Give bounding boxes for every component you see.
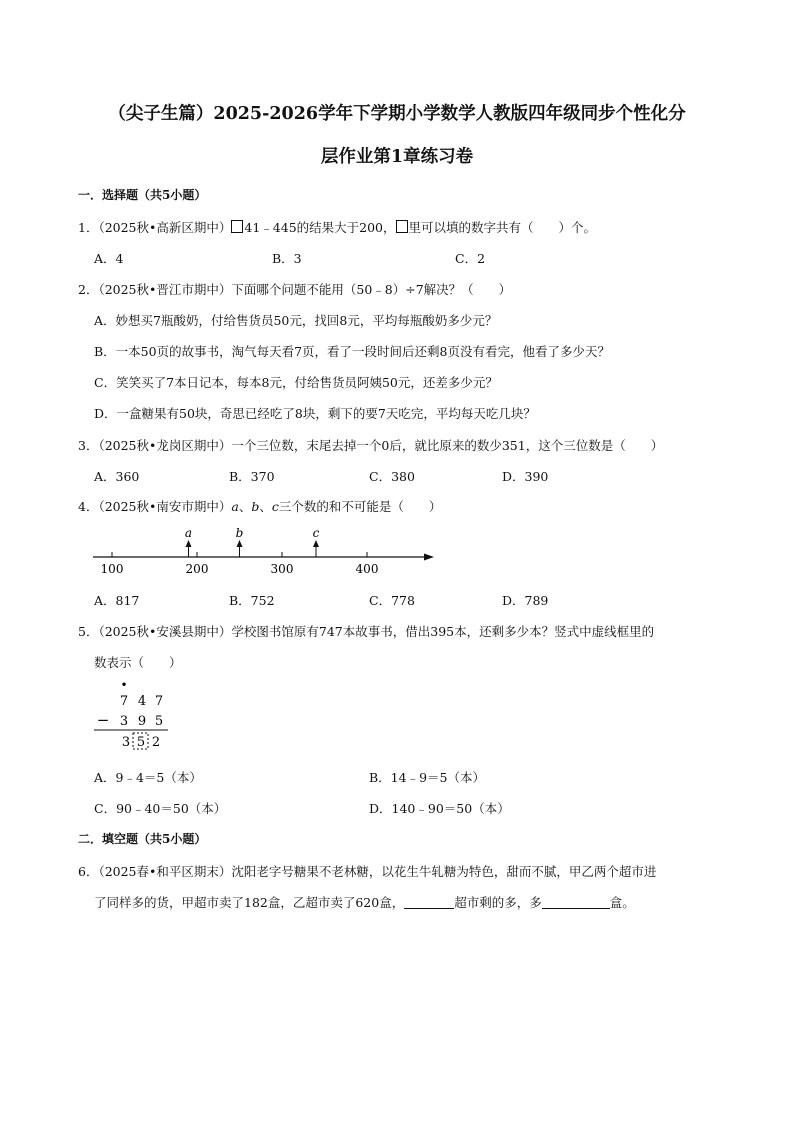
q2-option-d[interactable]: D．一盒糖果有50块，奇思已经吃了8块，剩下的要7天吃完，平均每天吃几块？ [94,406,536,421]
arrow-right-icon [424,554,434,561]
q3-option-d[interactable]: D．390 [502,469,549,484]
digit: 7 [154,694,164,709]
question-6-text-3: 盒。 [609,895,635,910]
question-1-stem [78,218,596,236]
tick-label: 100 [100,562,124,576]
q5-option-c[interactable]: C．90﹣40＝50（本） [94,801,227,816]
arrow-up-icon [237,540,243,547]
separator: 、 [259,499,272,514]
blank-box-icon [231,220,243,233]
q3-option-c[interactable]: C．380 [369,469,415,484]
marker-label: a [184,526,193,540]
q5-option-a[interactable]: A．9﹣4＝5（本） [94,770,202,785]
question-4-source: 4．（2025秋•南安市期中） [78,499,232,514]
var-a: a [231,499,239,514]
question-5-stem-line1: 5．（2025秋•安溪县期中）学校图书馆原有747本故事书，借出395本，还剩多少本？竖式中虚线框里的 [78,624,655,639]
var-c: c [271,499,279,514]
digit: 3 [121,735,131,750]
question-1-text: 41﹣445的结果大于200， [244,220,396,235]
q1-option-a[interactable]: A．4 [94,251,124,266]
digit: 3 [119,714,129,729]
tick-label: 200 [185,562,209,576]
q3-option-a[interactable]: A．360 [94,469,140,484]
tick-label: 400 [355,562,379,576]
separator: 、 [238,499,252,514]
q3-option-b[interactable]: B．370 [229,469,275,484]
question-6-text-2: 超市剩的多，多 [454,895,542,910]
marker-label: c [312,526,320,540]
number-line-figure [88,526,448,578]
q4-option-a[interactable]: A．817 [94,593,140,608]
q4-option-d[interactable]: D．789 [502,593,549,608]
marker-label: b [235,526,244,540]
q1-option-b[interactable]: B．3 [272,251,302,266]
question-2-stem: 2．（2025秋•晋江市期中）下面哪个问题不能用（50﹣8）÷7解决？（ ） [78,282,512,297]
q5-option-b[interactable]: B．14﹣9＝5（本） [369,770,485,785]
section-heading-fill: 二．填空题（共5小题） [78,832,207,846]
minus-sign: − [96,711,110,729]
q5-option-d[interactable]: D．140﹣90＝50（本） [369,801,510,816]
q2-option-c[interactable]: C．笑笑买了7本日记本，每本8元，付给售货员阿姨50元，还差多少元？ [94,375,498,390]
question-4-text: 三个数的和不可能是（ ） [278,499,442,514]
q2-option-a[interactable]: A．妙想买7瓶酸奶，付给售货员50元，找回8元，平均每瓶酸奶多少元？ [94,313,498,328]
question-3-stem: 3．（2025秋•龙岗区期中）一个三位数，末尾去掉一个0后，就比原来的数少351，这个三位数是（ ） [78,438,664,453]
borrow-dot: • [120,680,128,692]
question-6-text: 了同样多的货，甲超市卖了182盒，乙超市卖了620盒， [94,895,405,910]
question-5-stem-line2: 数表示（ ） [94,655,182,670]
answer-blank-2[interactable] [542,896,610,909]
blank-box-icon [396,220,408,233]
digit: 7 [119,694,129,709]
question-4-stem [78,497,441,515]
document-title-line1: （尖子生篇）2025-2026学年下学期小学数学人教版四年级同步个性化分 [108,104,686,124]
q4-option-c[interactable]: C．778 [369,593,415,608]
tick-label: 300 [270,562,294,576]
q2-option-b[interactable]: B．一本50页的故事书，淘气每天看7页，看了一段时间后还剩8页没有看完，他看了多少天？ [94,344,610,359]
var-b: b [251,499,260,514]
digit: 2 [151,735,161,750]
digit: 5 [154,714,164,729]
q1-option-c[interactable]: C．2 [455,251,486,266]
arrow-up-icon [313,540,319,547]
question-6-line2 [94,893,635,911]
digit: 4 [137,694,147,709]
question-1-text-2: 里可以填的数字共有（ ）个。 [408,220,597,235]
arrow-up-icon [186,540,192,547]
answer-blank-1[interactable] [404,896,454,909]
question-1-source: 1．（2025秋•高新区期中） [78,220,232,235]
question-6-line1: 6．（2025春•和平区期末）沈阳老字号糖果不老林糖，以花生牛轧糖为特色，甜而不腻，甲乙两个超市进 [78,864,657,879]
vertical-subtraction-figure [90,680,180,752]
document-title-line2: 层作业第1章练习卷 [320,147,474,167]
digit: 5 [136,735,146,750]
digit: 9 [137,714,147,729]
q4-option-b[interactable]: B．752 [229,593,275,608]
section-heading-choice: 一．选择题（共5小题） [78,188,207,202]
